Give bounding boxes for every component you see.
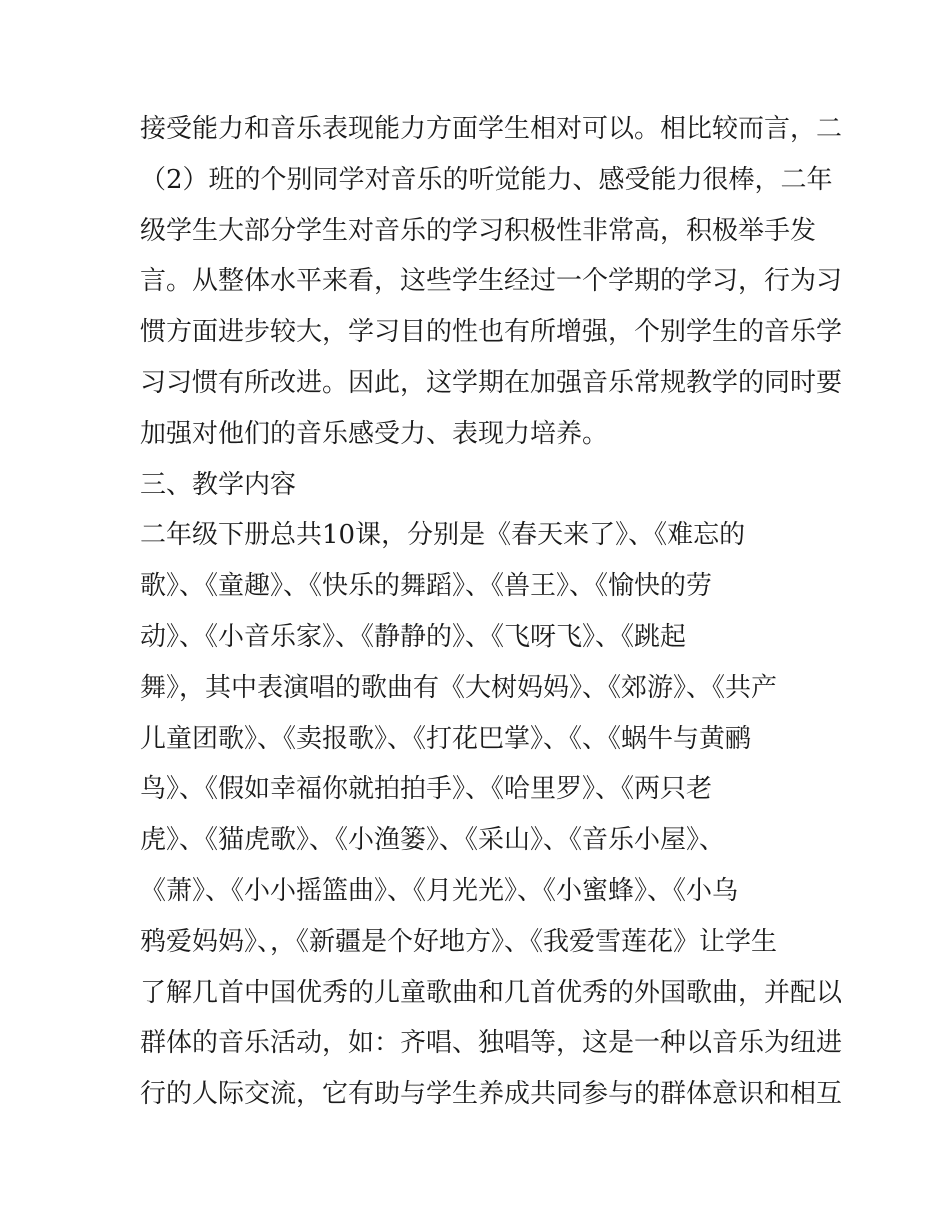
section-heading: 三、教学内容 xyxy=(140,469,297,500)
text-line: 了解几首中国优秀的儿童歌曲和几首优秀的外国歌曲，并配以 xyxy=(140,977,843,1008)
text-line: 行的人际交流，它有助与学生养成共同参与的群体意识和相互 xyxy=(140,1079,843,1110)
text-line: 习习惯有所改进。因此，这学期在加强音乐常规教学的同时要 xyxy=(140,367,843,398)
text-line: 舞》，其中表演唱的歌曲有《大树妈妈》、《郊游》、《共产 xyxy=(140,672,778,703)
text-line: 言。从整体水平来看，这些学生经过一个学期的学习，行为习 xyxy=(140,266,843,297)
text-line: 加强对他们的音乐感受力、表现力培养。 xyxy=(140,418,609,449)
text-line: 虎》、《猫虎歌》、《小渔篓》、《采山》、《音乐小屋》、 xyxy=(140,825,726,856)
text-line: 接受能力和音乐表现能力方面学生相对可以。相比较而言，二 xyxy=(140,114,843,144)
text-line: 级学生大部分学生对音乐的学习积极性非常高，积极举手发 xyxy=(140,215,817,246)
text-line: （2）班的个别同学对音乐的听觉能力、感受能力很棒，二年 xyxy=(140,164,833,195)
text-line: 惯方面进步较大，学习目的性也有所增强，个别学生的音乐学 xyxy=(140,317,843,348)
text-line: 二年级下册总共10课，分别是《春天来了》、《难忘的 xyxy=(140,520,746,551)
text-line: 儿童团歌》、《卖报歌》、《打花巴掌》、《、《蜗牛与黄鹂 xyxy=(140,723,752,754)
text-line: 歌》、《童趣》、《快乐的舞蹈》、《兽王》、《愉快的劳 xyxy=(140,571,713,602)
body-text xyxy=(140,101,843,1117)
text-line: 《萧》、《小小摇篮曲》、《月光光》、《小蜜蜂》、《小乌 xyxy=(140,875,739,906)
text-line: 鸦爱妈妈》、，《新疆是个好地方》、《我爱雪莲花》让学生 xyxy=(140,926,778,957)
text-line: 群体的音乐活动，如：齐唱、独唱等，这是一种以音乐为纽进 xyxy=(140,1028,843,1059)
text-line: 动》、《小音乐家》、《静静的》、《飞呀飞》、《跳起 xyxy=(140,621,687,652)
text-line: 鸟》、《假如幸福你就拍拍手》、《哈里罗》、《两只老 xyxy=(140,774,713,805)
